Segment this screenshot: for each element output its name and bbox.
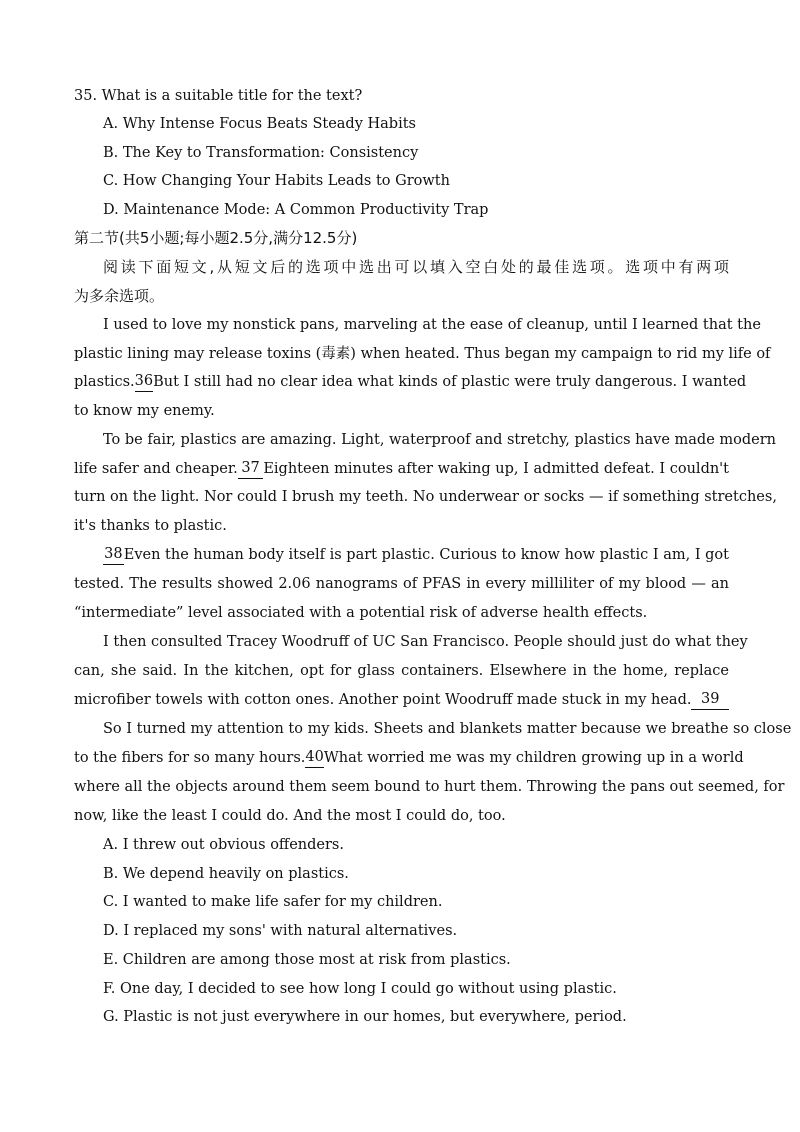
section-instruction-line2: 为多余选项。	[74, 287, 165, 305]
question-35-option-b: B. The Key to Transformation: Consistency	[103, 145, 419, 161]
passage-p1-line4: to know my enemy.	[74, 403, 215, 419]
question-35-option-d: D. Maintenance Mode: A Common Productivity Trap	[103, 202, 489, 218]
question-35-option-a: A. Why Intense Focus Beats Steady Habits	[103, 116, 416, 132]
question-35-stem: 35. What is a suitable title for the text?	[74, 88, 363, 104]
passage-p3-line3: “intermediate” level associated with a potential risk of adverse health effects.	[74, 605, 648, 621]
option-g: G. Plastic is not just everywhere in our homes, but everywhere, period.	[103, 1009, 627, 1025]
answer-blank-38: 38	[103, 545, 124, 565]
passage-text: plastics.	[74, 374, 135, 390]
passage-p1-line1: I used to love my nonstick pans, marveling at the ease of cleanup, until I learned that the	[103, 317, 761, 333]
passage-text: What worried me was my children growing up in a world	[323, 750, 744, 766]
passage-p1-line3	[74, 372, 747, 392]
passage-p3-line2: tested. The results showed 2.06 nanograms of PFAS in every milliliter of my blood — an	[74, 576, 729, 592]
passage-text: But I still had no clear idea what kinds of plastic were truly dangerous. I wanted	[153, 374, 747, 390]
passage-p2-line2	[74, 459, 729, 479]
answer-blank-37: 37	[238, 459, 264, 479]
passage-text: to the fibers for so many hours.	[74, 750, 306, 766]
passage-p5-line4: now, like the least I could do. And the most I could do, too.	[74, 808, 506, 824]
section-heading: 第二节(共5小题;每小题2.5分,满分12.5分)	[74, 229, 358, 247]
option-e: E. Children are among those most at risk from plastics.	[103, 952, 511, 968]
answer-blank-36: 36	[135, 372, 153, 392]
answer-blank-39: 39	[691, 690, 729, 710]
passage-p5-line3: where all the objects around them seem bound to hurt them. Throwing the pans out seemed, for	[74, 779, 785, 795]
passage-text: microfiber towels with cotton ones. Another point Woodruff made stuck in my head.	[74, 692, 692, 708]
passage-p5-line1: So I turned my attention to my kids. Sheets and blankets matter because we breathe so close	[103, 721, 792, 737]
passage-p5-line2	[74, 748, 744, 768]
passage-text: Eighteen minutes after waking up, I admitted defeat. I couldn't	[263, 461, 729, 477]
passage-p2-line4: it's thanks to plastic.	[74, 518, 227, 534]
passage-p3-line1	[103, 545, 729, 565]
option-f: F. One day, I decided to see how long I could go without using plastic.	[103, 981, 617, 997]
passage-p4-line1: I then consulted Tracey Woodruff of UC San Francisco. People should just do what they	[103, 634, 748, 650]
section-instruction-line1: 阅读下面短文,从短文后的选项中选出可以填入空白处的最佳选项。选项中有两项	[103, 258, 729, 276]
passage-text: life safer and cheaper.	[74, 461, 238, 477]
option-c: C. I wanted to make life safer for my children.	[103, 894, 443, 910]
option-a: A. I threw out obvious offenders.	[103, 837, 344, 853]
passage-p4-line3	[74, 690, 729, 710]
passage-p1-line2: plastic lining may release toxins (毒素) when heated. Thus began my campaign to rid my life of	[74, 346, 771, 362]
question-35-option-c: C. How Changing Your Habits Leads to Growth	[103, 173, 450, 189]
answer-blank-40: 40	[305, 748, 323, 768]
passage-p2-line1: To be fair, plastics are amazing. Light, waterproof and stretchy, plastics have made modern	[103, 432, 777, 448]
passage-text: Even the human body itself is part plastic. Curious to know how plastic I am, I got	[123, 547, 729, 563]
option-d: D. I replaced my sons' with natural alternatives.	[103, 923, 458, 939]
passage-p4-line2: can, she said. In the kitchen, opt for glass containers. Elsewhere in the home, replace	[74, 663, 729, 679]
option-b: B. We depend heavily on plastics.	[103, 866, 349, 882]
passage-p2-line3: turn on the light. Nor could I brush my teeth. No underwear or socks — if something stretches,	[74, 489, 777, 505]
